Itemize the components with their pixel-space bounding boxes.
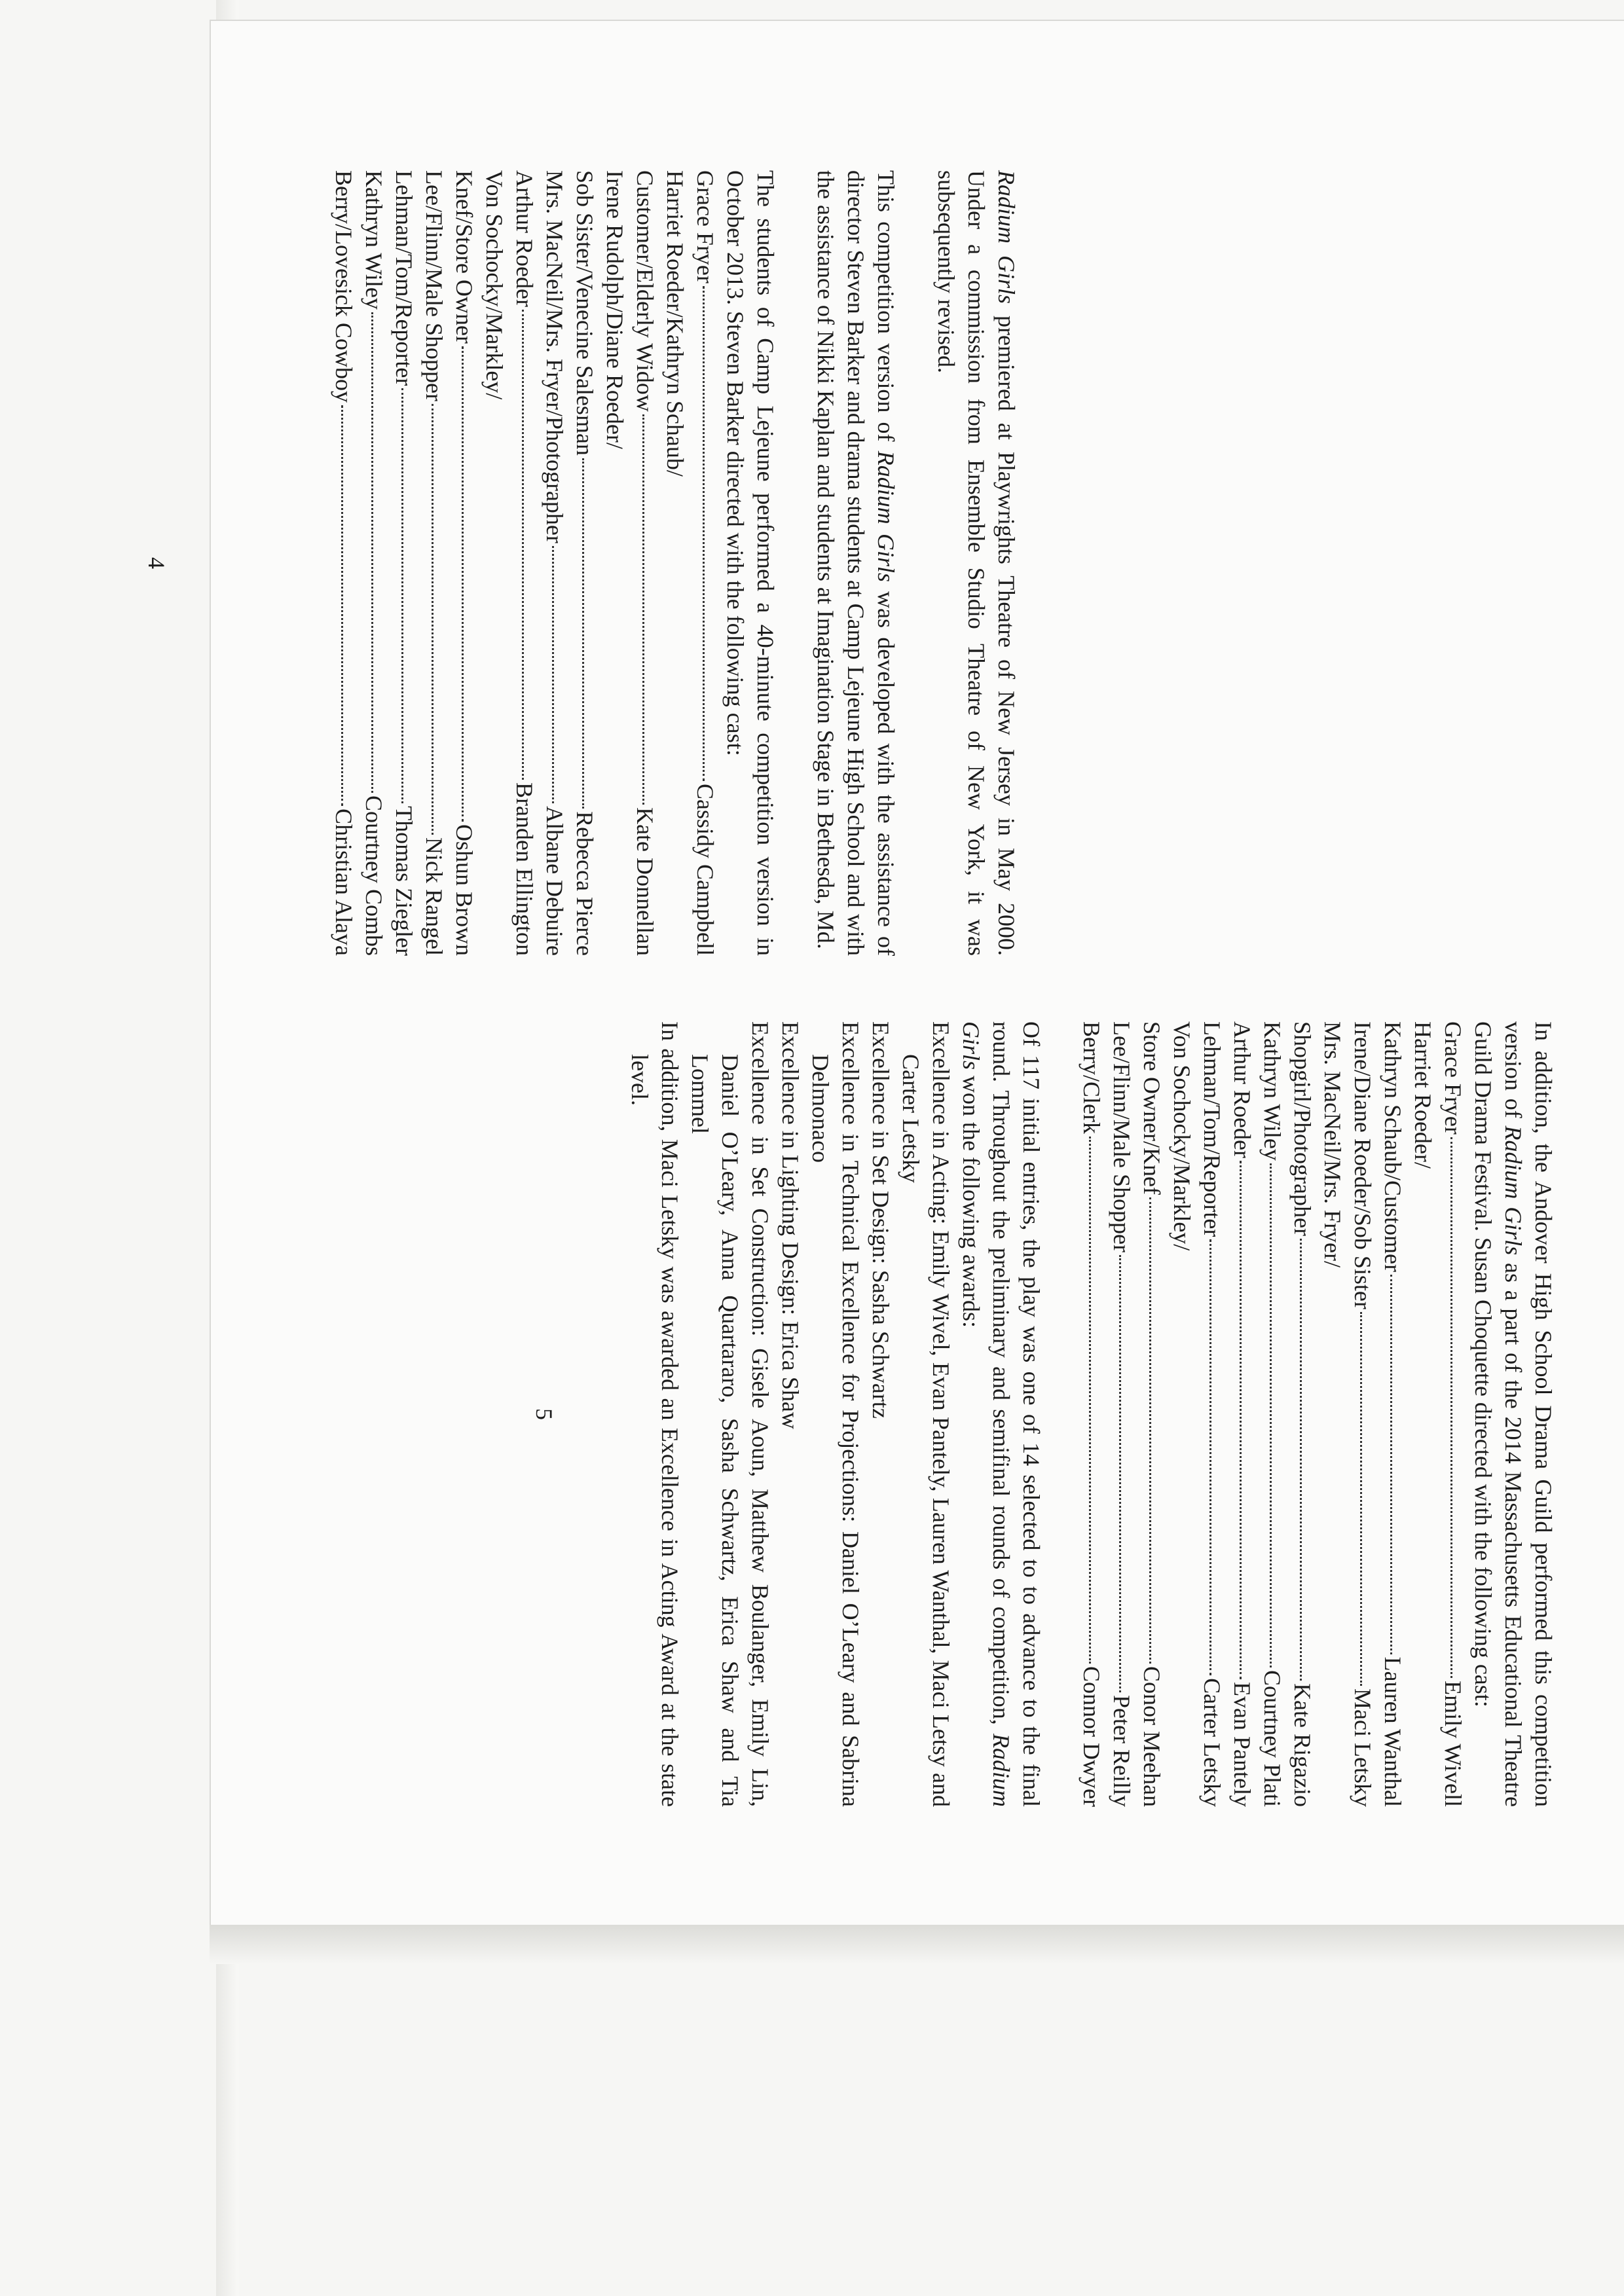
cast-role: Kathryn Schaub/Customer: [1380, 1021, 1406, 1272]
dot-leader: [703, 286, 705, 781]
award-item: Excellence in Set Construction: Gisele Aoun, Matthew Boulanger, Emily Lin, Daniel O’Leary, Anna Quartararo, Sasha Schwartz, Erica Shaw and Tia Lommel: [687, 1021, 773, 1807]
dot-leader: [522, 310, 524, 780]
andover-paragraph: In addition, the Andover High School Drama Guild performed this competition version of Radium Girls as a part of the 2014 Massachusetts Educational Theatre Guild Drama Festival. Susan Choquette directed with the following cast:: [1470, 1021, 1557, 1808]
cast-actor: Emily Wivell: [1440, 1681, 1466, 1807]
dot-leader: [371, 312, 373, 793]
page-4: [143, 170, 1022, 957]
cast-row: [1438, 1021, 1468, 1807]
cast-row: [389, 170, 419, 956]
cast-role: Von Sochocky/Markley/: [1169, 1021, 1195, 1251]
cast-row: [449, 170, 479, 956]
award-item: Excellence in Acting: Emily Wivel, Evan Pantely, Lauren Wanthal, Maci Letsy and Carter Letsky: [898, 1021, 954, 1807]
award-item: In addition, Maci Letsky was awarded an Excellence in Acting Award at the state level.: [627, 1021, 683, 1807]
dot-leader: [552, 546, 554, 803]
award-item: Excellence in Set Design: Sasha Schwartz: [868, 1021, 894, 1419]
cast-actor: Branden Ellington: [511, 782, 538, 956]
sheet-edge-shadow: [210, 1925, 1624, 1964]
cast-actor: Rebecca Pierce: [572, 811, 598, 956]
cast-row: [690, 170, 720, 956]
awards-list: [625, 1021, 956, 1807]
dot-leader: [1149, 1197, 1151, 1664]
cast-role: Arthur Roeder: [511, 170, 538, 307]
cast-actor: Carter Letsky: [1199, 1678, 1225, 1807]
camp-lejeune-paragraph: The students of Camp Lejeune performed a 40-minute competition version in October 2013. Steven Barker directed with the following cast:: [722, 170, 779, 956]
award-item: Excellence in Technical Excellence for Projections: Daniel O’Leary and Sabrina Delmonaco: [807, 1021, 864, 1807]
cast-actor: Evan Pantely: [1229, 1682, 1255, 1807]
cast-actor: Kate Rigazio: [1289, 1683, 1316, 1807]
dot-leader: [341, 405, 343, 806]
award-item: Excellence in Lighting Design: Erica Shaw: [777, 1021, 803, 1429]
dot-leader: [1300, 1239, 1302, 1681]
cast-role: Lee/Flinn/Male Shopper: [421, 170, 447, 401]
page-5: [531, 1021, 1559, 1808]
cast-role: Harriet Roeder/: [1410, 1021, 1436, 1169]
dot-leader: [1360, 1312, 1362, 1686]
cast-row: [1077, 1021, 1107, 1807]
cast-role: Grace Fryer: [692, 170, 718, 283]
dot-leader: [1450, 1137, 1452, 1678]
cast-role: Kathryn Wiley: [1259, 1021, 1285, 1161]
cast-row: [1137, 1021, 1167, 1807]
andover-cast-list: [1077, 1021, 1468, 1807]
cast-row: [1348, 1021, 1378, 1807]
cast-row: [509, 170, 540, 956]
dot-leader: [1209, 1239, 1211, 1675]
dot-leader: [1270, 1163, 1272, 1667]
cast-row: [1257, 1021, 1287, 1807]
cast-role: Lee/Flinn/Male Shopper: [1109, 1021, 1135, 1252]
cast-role: Lehman/Tom/Reporter: [391, 170, 417, 386]
cast-row: [600, 170, 630, 956]
cast-role: Lehman/Tom/Reporter: [1199, 1021, 1225, 1237]
cast-row: [1167, 1021, 1197, 1807]
cast-role: Grace Fryer: [1440, 1021, 1466, 1135]
cast-row: [1287, 1021, 1318, 1807]
page-number-right: 5: [531, 1408, 557, 1420]
cast-role: Von Sochocky/Markley/: [481, 170, 507, 400]
cast-row: [1378, 1021, 1408, 1807]
cast-actor: Thomas Ziegler: [391, 806, 417, 956]
dot-leader: [1089, 1137, 1091, 1664]
cast-role: Store Owner/Knef: [1139, 1021, 1165, 1195]
cast-role: Customer/Elderly Widow: [632, 170, 658, 412]
cast-role: Irene Rudolph/Diane Roeder/: [602, 170, 628, 449]
cast-actor: Lauren Wanthal: [1380, 1656, 1406, 1807]
cast-actor: Connor Dwyer: [1079, 1666, 1105, 1807]
cast-row: [660, 170, 690, 956]
cast-role: Arthur Roeder: [1229, 1021, 1255, 1158]
cast-row: [630, 170, 660, 956]
cast-role: Berry/Clerk: [1079, 1021, 1105, 1134]
dot-leader: [1119, 1255, 1121, 1692]
cast-actor: Courtney Combs: [361, 795, 387, 956]
cast-row: [419, 170, 449, 956]
cast-role: Shopgirl/Photographer: [1289, 1021, 1316, 1236]
dot-leader: [401, 388, 403, 803]
competition-paragraph: Of 117 initial entries, the play was one of 14 selected to to advance to the final round. Throughout the preliminary and semifinal rounds of competition, Radium Girls won the following awards:: [958, 1021, 1044, 1807]
cast-row: [1318, 1021, 1348, 1807]
dot-leader: [1240, 1161, 1242, 1679]
dot-leader: [462, 346, 464, 822]
cast-actor: Christian Alaya: [331, 809, 357, 956]
cast-role: Harriet Roeder/Kathryn Schaub/: [662, 170, 688, 477]
cast-row: [570, 170, 600, 956]
cast-row: [1107, 1021, 1137, 1807]
cast-role: Mrs. MacNeil/Mrs. Fryer/Photographer: [542, 170, 568, 543]
cast-actor: Maci Letsky: [1350, 1688, 1376, 1807]
premiere-paragraph: Radium Girls premiered at Playwrights Theatre of New Jersey in May 2000. Under a commission from Ensemble Studio Theatre of New York, it was subsequently revised.: [933, 170, 1020, 956]
cast-role: Mrs. MacNeil/Mrs. Fryer/: [1320, 1021, 1346, 1267]
cast-row: [1227, 1021, 1257, 1807]
cast-role: Berry/Lovesick Cowboy: [331, 170, 357, 403]
cast-role: Kathryn Wiley: [361, 170, 387, 310]
dot-leader: [642, 414, 644, 805]
cast-role: Sob Sister/Venecine Salesman: [572, 170, 598, 456]
cast-row: [329, 170, 359, 956]
cast-actor: Cassidy Campbell: [692, 784, 718, 956]
development-paragraph: This competition version of Radium Girls was developed with the assistance of director Steven Barker and drama students at Camp Lejeune High School and with the assistance of Nikki Kaplan and students at Imagination Stage in Bethesda, Md.: [813, 170, 899, 957]
cast-row: [1197, 1021, 1227, 1807]
cast-row: [479, 170, 509, 956]
cast-actor: Albane Debuire: [542, 806, 568, 956]
dot-leader: [582, 458, 584, 809]
page-number-left: 4: [143, 557, 170, 569]
cast-role: Knef/Store Owner: [451, 170, 477, 344]
cast-actor: Courtney Plati: [1259, 1670, 1285, 1807]
cast-actor: Conor Meehan: [1139, 1666, 1165, 1807]
dot-leader: [432, 404, 434, 835]
camp-lejeune-cast-list: [329, 170, 720, 956]
cast-row: [540, 170, 570, 956]
cast-row: [1408, 1021, 1438, 1807]
cast-actor: Nick Rangel: [421, 837, 447, 956]
cast-actor: Oshun Brown: [451, 824, 477, 956]
cast-role: Irene/Diane Roeder/Sob Sister: [1350, 1021, 1376, 1309]
cast-actor: Peter Reilly: [1109, 1695, 1135, 1807]
cast-row: [359, 170, 389, 956]
dot-leader: [1390, 1275, 1392, 1654]
cast-actor: Kate Donnellan: [632, 807, 658, 956]
